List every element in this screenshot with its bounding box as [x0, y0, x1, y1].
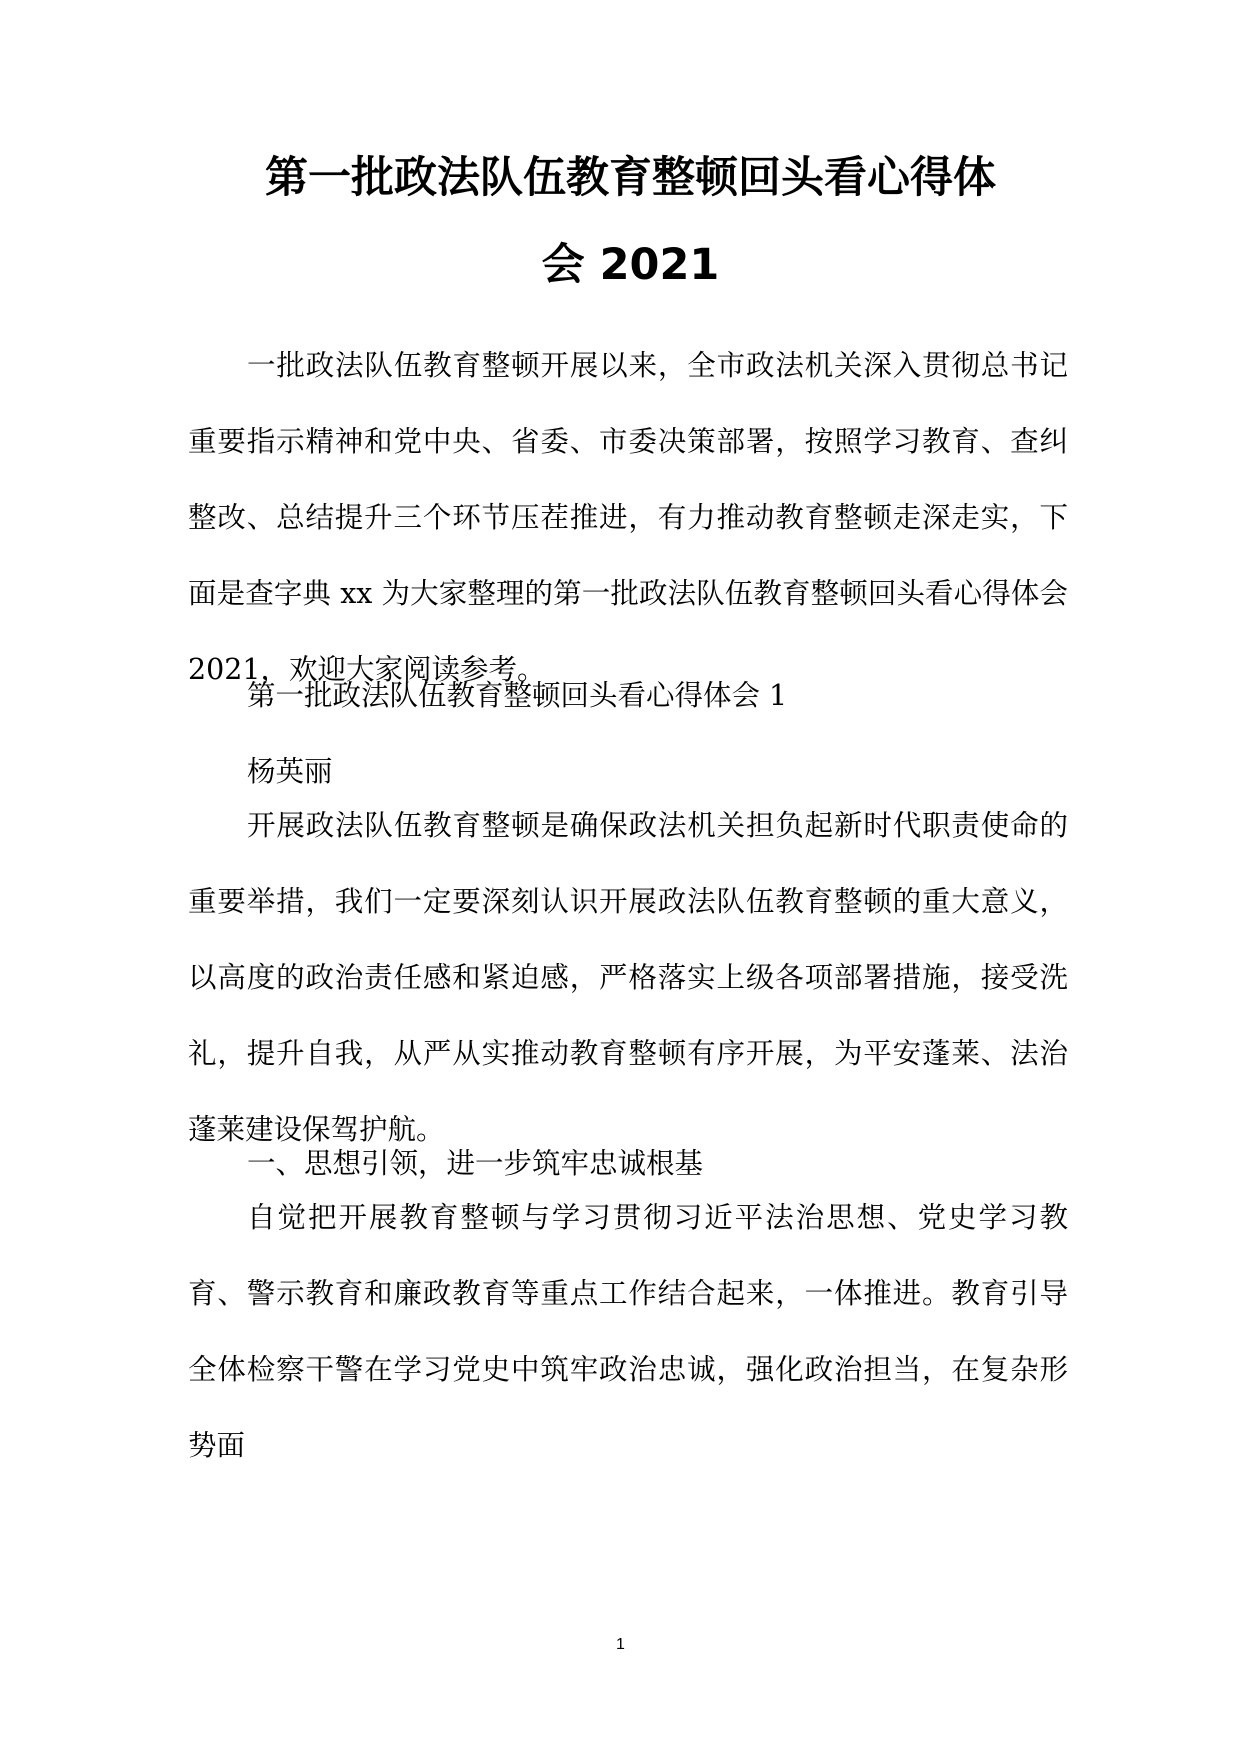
paragraph-2: 自觉把开展教育整顿与学习贯彻习近平法治思想、党史学习教育、警示教育和廉政教育等重点工作结合起来，一体推进。教育引导全体检察干警在学习党史中筑牢政治忠诚，强化政治担当，在复杂形势面	[188, 1201, 1068, 1462]
page-number: 1	[616, 1636, 625, 1653]
paragraph-1: 开展政法队伍教育整顿是确保政法机关担负起新时代职责使命的重要举措，我们一定要深刻认识开展政法队伍教育整顿的重大意义，以高度的政治责任感和紧迫感，严格落实上级各项部署措施，接受洗礼，提升自我，从严从实推动教育整顿有序开展，为平安蓬莱、法治蓬莱建设保驾护航。	[188, 809, 1068, 1146]
document-title-line1: 第一批政法队伍教育整顿回头看心得体	[265, 153, 996, 203]
intro-paragraph: 一批政法队伍教育整顿开展以来，全市政法机关深入贯彻总书记重要指示精神和党中央、省委、市委决策部署，按照学习教育、查纠整改、总结提升三个环节压茬推进，有力推动教育整顿走深走实，下面是查字典 xx 为大家整理的第一批政法队伍教育整顿回头看心得体会 2021，欢迎大家阅读参考。	[188, 349, 1068, 686]
section-1-heading: 一、思想引领，进一步筑牢忠诚根基	[247, 1147, 704, 1180]
subheading: 第一批政法队伍教育整顿回头看心得体会 1	[247, 679, 788, 712]
document-title-line2: 会 2021	[541, 240, 720, 290]
author-name: 杨英丽	[247, 755, 333, 788]
